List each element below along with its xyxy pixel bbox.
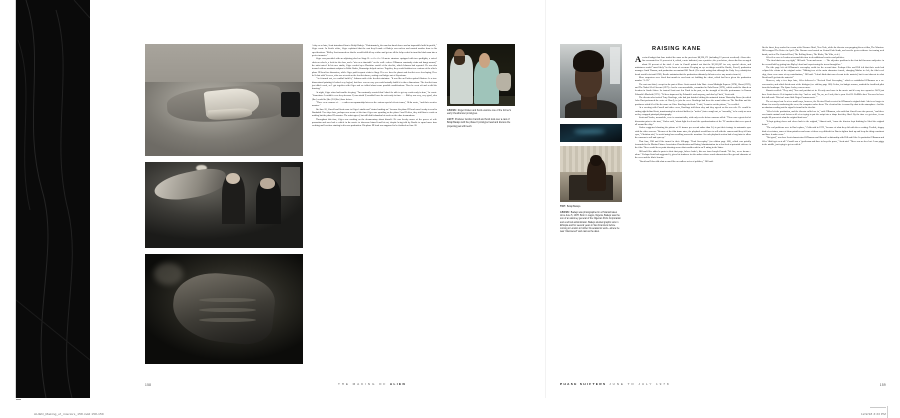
running-foot-title: ALIEN: [389, 382, 407, 386]
left-page-captions: [447, 110, 515, 131]
caption-label: ABOVE:: [447, 110, 458, 112]
paragraph: Throughout this time, Giger was working on the documentary about himself. He was keenly aware of the power of self-promotion and now had a vehicle in the movie to showcase himself and his art, despite being told by Brodie to spend more time working and less time starting in his own production. His phase III head was supposed to be finished on June 26.: [312, 117, 437, 128]
paragraph: "Not good," was how Scott characterized O'Bannon and Shusett's relationship with Hill and Giler. In particular O'Bannon and Giler "didn't get on at all." Carroll was a "gentleman and there to keep the peace," Scott said. "There was no love lost. I was piggy in the middle, just trying to get on with it.": [762, 136, 884, 146]
paragraph: The cast was fitted, except for the part of Kane. Scott wanted John Hurt—from Midnight Express (1978), Shout (1978), and The Naked Civil Servant (1975)—but he was unavailable, committed to Zulu Dawn (1979), which would be filmed on location in South Africa. So instead Scott cast Jon Finch in the part, on the strength of his title performance in Roman Polanski's Macbeth (1971). "I'd been impressed by Polanski's work anyway, and also by Finch," Scott said.: [635, 82, 751, 96]
paragraph: Hill and Giler added a quote to their first page, below Audre's, this one from Joseph Conrad: "We live, as we dream—alone." Perhaps Scott had suggested it, given his fondness for the author whose words characterized the general character of the crew and the film's heroine.: [635, 149, 751, 160]
caption-text: Bolaji Badejo.: [566, 206, 581, 208]
alien-sculpt-dark-photo: [145, 254, 303, 364]
paragraph: Scott and Vazlov, meanwhile, were in constant talks, with only weeks before cameras rolled. "There was a great deal of discussion prior to the start," Vazlov said, "about light levels and the synchronization of the TV monitors that were spaced all around the ship.": [635, 116, 751, 126]
status-divider: [887, 406, 888, 418]
paragraph: Giger was provided with an adjoining shed on Stage B—a 4 x 4 x 3.5-metre structure equipped with two spotlights, a swivel chair on wheels, a lock for the door, and a "nice new timetable" on the wall—where O'Bannon constantly visits and hangs around," the artist noted. In his new studio, Giger worked up a Plasticine model of the derelict, which Johnson had reported. He was also teamed with an assistant sculptor in Eddie Butler, Bonzanigo helped out too. Together, they would fashion two versions of the alien's phase III head for discussion, while Giger paid frequent visits to Stage H to see how the planet and derelict were developing. Here he'd chat with Veevers, who was at work on the derelict domes, cutting oval bulges out of Styrofoam.: [312, 57, 437, 78]
caption-label: ABOVE:: [560, 211, 571, 214]
crop-mark: [16, 399, 21, 400]
caption-text: Badejo was photographed in a Polaroid taken circa June 5, 1978. Born in Lagos, Nigeria, Badejo was the son of an attorney general of the Nigerian Ports Corporation and a school administrator. Badejo studied graphic arts in Ethiopia and for several years in San Francisco before coming to London to further his academic work—where he was "discovered" and cast as the alien.: [560, 211, 621, 234]
caption-text: Producer Gordon Carroll and Scott look over a cast of Bolaji Badejo with the phase II prototype head and discuss the projecting jaw with teeth.: [447, 119, 511, 128]
caption-top: [560, 206, 622, 209]
adjacent-dark-page-edge: [16, 0, 90, 398]
left-running-foot: [338, 382, 406, 386]
paragraph: At night, Giger often had trouble sleeping. "I'm constantly worried that I shan't be able to get my work ready in time," he wrote. "Sometimes I couldn't even sleep because I [was afraid I] wouldn't have the suit ready in time. . . . Ridley was very, very good, who [&c.] would be [&c.] I'd [&c.] done before.: [312, 90, 437, 101]
paragraph: Giler flew over to London at around this time to do additional rewrites and polishes.: [766, 56, 845, 60]
paragraph: More carpenters were hired that month to accelerate set building the effort, which had been given the production number "A-39.": [635, 76, 751, 83]
paragraph: However, only a few days later, Giler delivered a "Revised Final Screenplay," which re-established O'Bannon as a co-screenwriter, and which listed most of the dialogue (see sidebar, page 160). It also, for budget reasons, omitted the fossilized pilot from the landscape. The Space Jockey was no more.: [762, 79, 884, 90]
film-still-dark-photo: [560, 124, 622, 142]
paragraph: "Giler left the production, and the director called me in," said O'Bannon, who said that Carroll was also present, "and there was frantic mutual work between all of us trying to put the script into a shape that they liked. By the time we got done, it was maybe 80 percent of what the original draft was.": [762, 109, 884, 120]
right-page-column-2: [762, 46, 884, 146]
left-page-folio: 158: [145, 383, 152, 387]
paragraph: "The final draft was very tight," Hill said. "Lean and mean. . . . The objective problem in the first half becomes subjective in the second half by getting into Ripley's head and experiencing the terror through her.": [762, 59, 884, 66]
page-left-margin: [0, 0, 16, 398]
paragraph: "David and I then did what seemed like an endless series of polishes," Hill said.: [639, 159, 714, 163]
spread-gutter: [545, 0, 546, 398]
right-page-folio: 159: [879, 383, 886, 387]
caption-label: TOP:: [560, 206, 567, 208]
paragraph-text: revised budget that June totaled the same as the previous: $8,296,172 (including 12 percent overhead). Above-the-line accounted for 21 percent of it, which, a note indicated, was a positive; the year before, above-the-line averaged about 28 percent of the total. A note in Carroll pointed out that the $3,261,687 for sets, special effects, and miniatures would "most likely" be the locus of overruns. Keeping an eye on things would be Brodie, Powell, production manager Garth Thomas, and production accountant Bill Finch. (It's worth noting that although the Eady Levy subsidy/tax break would exist until 1985, Brodie maintains that the production ultimately did not receive any monies from it.): [635, 56, 751, 76]
badejo-portrait-photo: [560, 44, 622, 118]
status-filename: ALIEN_Making_of_interiors_158.indd 158-159: [34, 412, 104, 416]
dicken-and-scott-photo: [447, 44, 515, 106]
paragraph: On the latest, they worked in a room at the Navarro Hotel, New York, while the director was prepping his next film, The Warriors. Hill swapped The Driver in April. (The Navarro was located on Central Park South, and was the go-to residence for touring rock bands, such as The Grateful Dead, The Rolling Stones, The Kinks, The Who, et al.): [762, 46, 884, 56]
caption-above: [447, 110, 515, 117]
paragraph: Shusett recalled: "They said, 'You can't put that set in. It's only used once in the movie and it's way too expensive. We'll just have Scott shoot a 15-ft imprint in the clay.' And we said, 'No, no, no. Look, this is your Cecil B. DeMille shot. You need to have this full-scale. This isn't some little Roger Corman movie.'": [762, 89, 884, 100]
right-page-captions: [560, 206, 622, 237]
paragraph: At a meeting with Carroll and other execs, Rawlings told them why and they agreed on his new role. He would be cutting right behind Scott, transforming his selected dailies (or "rushes") into a rough cut, or "assembly," to be ready as soon as they wrapped principal photography.: [635, 106, 751, 116]
alien-head-in-hands-photo: [145, 44, 303, 156]
paragraph: That June, Hill and Giler turned in their 100-page "Final Screenplay" (an edition page 160), which was quickly forwarded to the Motion Picture Association Classification and Rating Administration for a first look at potential violence in the film. There would be no point shooting scenes that would result in an X rating in the States.: [635, 139, 751, 150]
paragraph: "As it turned out, we couldn't build it," Johnson said of the derelict miniature. "It was like an Escher optical illusion. As a two-dimensional painting it looked very logical, but there was no way you could actually build it in three dimensions. The derelict form just didn't work, so I got together with Giger and we talked about some possible modifications. Then he went off and re-did the drawing.": [312, 77, 437, 91]
drop-cap: A: [635, 54, 642, 64]
paragraph: "It kept getting closer and closer back to the original," Shusett said, "cause the director kept thinking he liked the original better.": [762, 119, 884, 126]
paragraph: The director also invited Terry Rawlings, who had just finished editing the animated feature Watership Down (in which John Hurt performed the voice of Hazel), to join the crew. Rawlings had been the sound editor on The Duellists and the producers asked if he'd do the same on Alien. Rawlings declined. "I said, 'I want to cut the picture,'" he recalled.: [635, 96, 751, 106]
paragraph: "There were rumors of . . . a rather one-upmanship between the various special effects teams," Helin wrote, "and their creative masters.": [312, 100, 437, 108]
paragraph: On June 20, Carroll and Scott came to Giger's studio and "started rushing me" because his phase III head wasn't ready to send to Rambaldi. Two days later, perhaps now aware of the time Giger was spending on the phase I and II alien, they told him to work on nothing but the phase III monster. The artist agreed, but still didn't abandon his work on the other incarnations.: [312, 107, 437, 118]
status-bar: [0, 404, 900, 418]
workshop-crew-photo: [145, 162, 303, 248]
running-foot-text: THE MAKING OF: [338, 382, 388, 386]
caption-label: LEFT:: [447, 119, 455, 122]
paragraph: Vazlov suggested shooting the picture at 25 frames per second rather than 24, to put their footage in automatic sync with the video screens. "Because of the film frame rates, the playback would have to roll with the camera until they fell into sync," Christian said, "to avoid using bars scrolling across the monitors. So each playback section had a long intro to allow the cameras to roll and sync up.": [635, 126, 751, 140]
caption-text: Roger Dicken and Scott examine one of the former's early Chestburster prototypes.: [447, 110, 512, 116]
caption-above: [560, 212, 622, 235]
right-running-foot: [560, 382, 671, 386]
paragraph: [635, 56, 751, 76]
badejo-seated-interior-photo: [560, 146, 622, 202]
book-spread: [90, 0, 900, 398]
biomech-sketch-icon: [16, 0, 90, 398]
paragraph: A day or so later, Scott introduced him to Bolaji Badejo. "Unfortunately, the man has knock knees and an impossible build in profile," Giger wrote. In Scott's office, Giger explained that the cast they'd made of Badejo was useless and wanted another done to his specifications. "Ridley Scott assured me that he would fulfil all my wishes and get me all the help needed to turn this black man into a perfect monster.": [312, 44, 437, 58]
paragraph: The title page left off O'Bannon's screenplay credit for the second time. Perhaps Giler and Hill felt that their work had eclipsed the efforts of the original writer. "Making two of the main characters female, changing Mother to Ash, the film's real edge, those were some of my contributions," Hill said. "I don't think that was relevant in the material, but it was inherent in what David and I got into the material.": [762, 66, 884, 80]
paragraph: The set stayed out. In a few small ways, however, the Revised Final reverted to O'Bannon's original draft. Ash is no longer to blame for secretly awakening the crew; the computer wakes them. The electrical fire is caused by dust in the atmosphere. And the mechanism sending out the signal is found in the derelict.: [762, 99, 884, 110]
left-page-body-text: [312, 44, 437, 128]
paragraph: "The real problems were in Dan's sphere," Cobb said in 1979, "because of what they did with the re-writing. Terrible, sloppy kind of revisions, some of them pointless and some of them very difficult for Dan to tighten back up and keep the thing consistent and have it make sense.": [762, 126, 884, 136]
status-timestamp: 12/2/18 3:33 PM: [861, 412, 886, 416]
status-rule: [870, 407, 886, 408]
section-headline: RAISING KANE: [652, 46, 702, 52]
caption-left: [447, 119, 515, 129]
running-foot-section: PHASE SHIFTERS: [560, 382, 607, 386]
running-foot-dates: JUNE TO JULY 1978: [609, 382, 671, 386]
right-page-column-1: [635, 56, 751, 163]
